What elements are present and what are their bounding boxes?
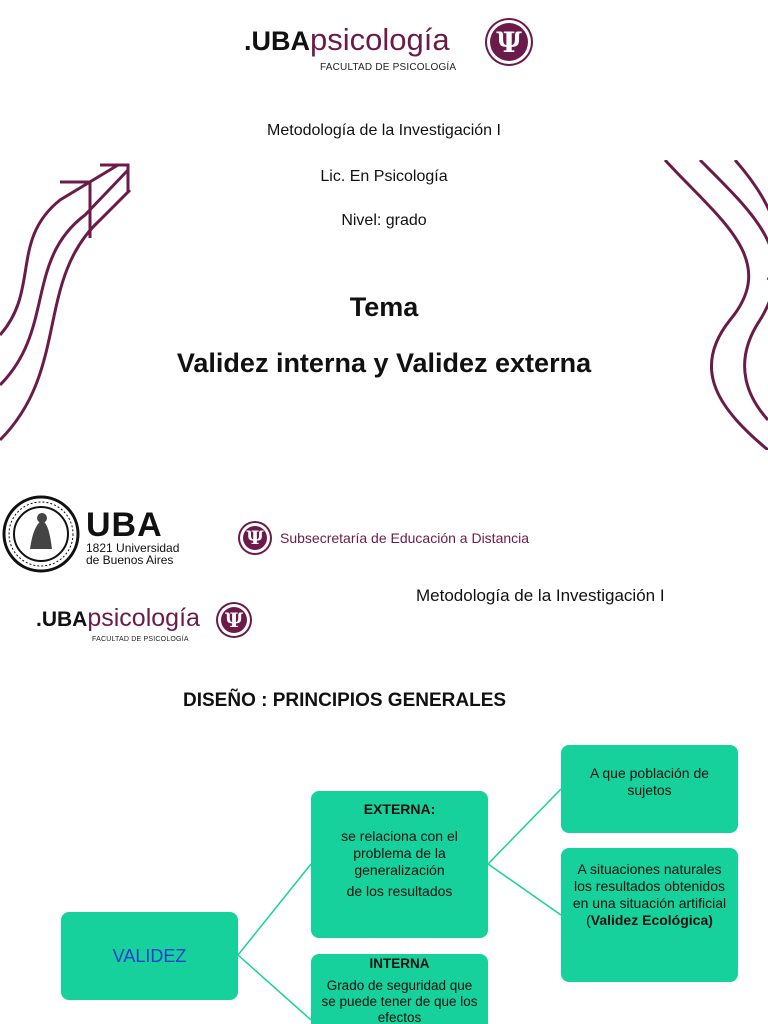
externa-box: [311, 791, 488, 938]
poblacion-box: [561, 745, 738, 833]
career-name: Lic. En Psicología: [320, 168, 448, 185]
poblacion-text: A que población de sujetos: [589, 765, 710, 798]
brand-name: psicología: [310, 22, 450, 57]
interna-body: Grado de seguridad que se puede tener de que los efectos: [321, 978, 478, 1024]
uba-line1: 1821 Universidad: [86, 541, 180, 555]
psi-logo-icon: Ψ: [487, 20, 531, 64]
externa-body: se relaciona con el problema de la generalización: [341, 828, 458, 878]
uba-line2: de Buenos Aires: [86, 553, 174, 567]
validez-ecologica: Validez Ecológica): [590, 912, 713, 928]
situaciones-box: [561, 848, 738, 982]
brand-prefix: .UBA: [244, 26, 310, 56]
title-slide: [0, 0, 768, 450]
tema-label: Tema: [349, 292, 419, 322]
level-text: Nivel: grado: [341, 212, 427, 229]
interna-box: [311, 954, 488, 1024]
content-slide: [0, 450, 768, 1024]
course-name-2: Metodología de la Investigación I: [416, 586, 665, 605]
situaciones-text: A situaciones naturales los resultados obtenidos en una situación artificial (: [572, 861, 727, 928]
subsecretaria-logo-icon: Ψ: [240, 523, 270, 553]
section-heading: DISEÑO : PRINCIPIOS GENERALES: [183, 690, 507, 711]
brand-subtitle-2: FACULTAD DE PSICOLOGÍA: [92, 636, 189, 643]
uba-name: UBA: [86, 506, 163, 544]
validez-label: VALIDEZ: [112, 945, 187, 966]
externa-title: EXTERNA:: [363, 801, 436, 817]
subsecretaria-text: Subsecretaría de Educación a Distancia: [280, 530, 530, 546]
course-name: Metodología de la Investigación I: [267, 122, 501, 139]
externa-body2: de los resultados: [346, 883, 453, 899]
validez-box: [61, 912, 238, 1000]
tema-title: Validez interna y Validez externa: [176, 348, 592, 378]
uba-psicologia-brand: [244, 22, 450, 58]
brand-name-2: psicología: [87, 604, 200, 632]
interna-title: INTERNA: [369, 956, 430, 971]
brand-prefix-2: .UBA: [36, 608, 88, 631]
psi-logo-icon-2: Ψ: [218, 604, 250, 636]
brand-subtitle: FACULTAD DE PSICOLOGÍA: [320, 62, 457, 73]
